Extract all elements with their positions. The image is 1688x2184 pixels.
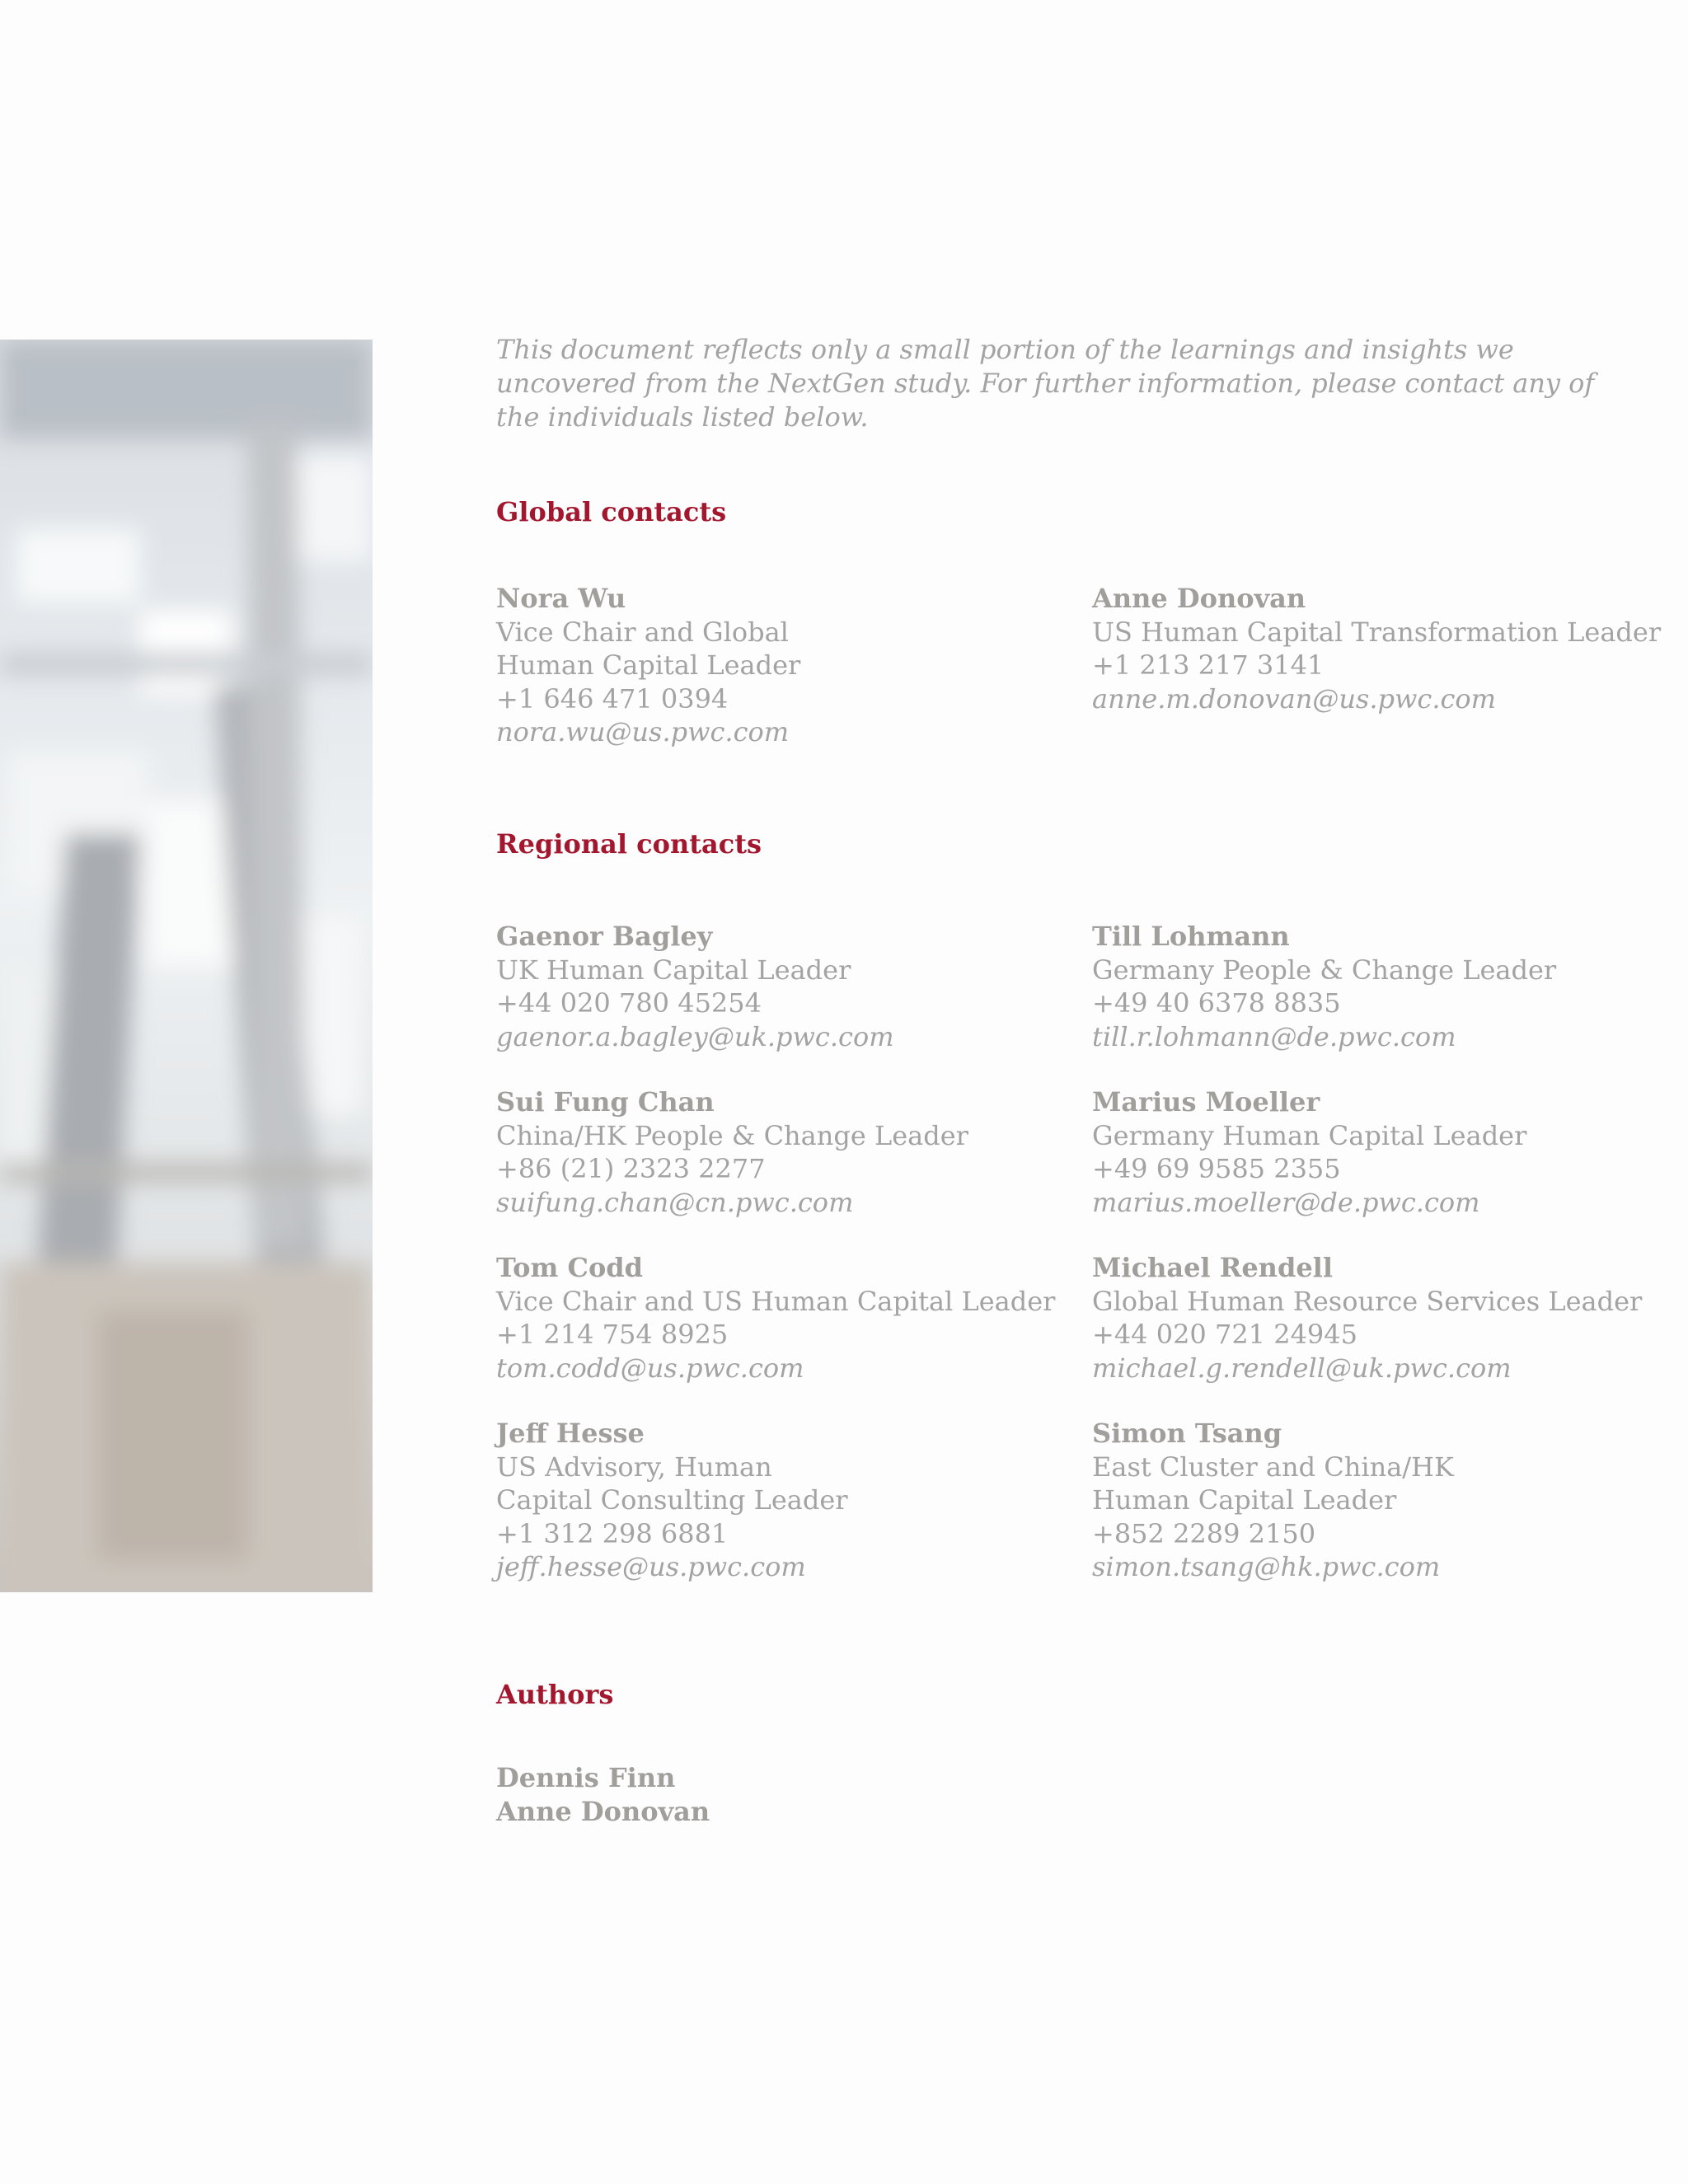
regional-contacts-heading: Regional contacts: [496, 828, 762, 860]
contact-card: [496, 1085, 1073, 1219]
contact-phone: +44 020 780 45254: [496, 987, 762, 1019]
author-name: Dennis Finn: [496, 1762, 676, 1793]
contact-title: UK Human Capital Leader: [496, 954, 851, 986]
contact-email[interactable]: jeff.hesse@us.pwc.com: [496, 1551, 806, 1582]
contact-phone: +1 312 298 6881: [496, 1517, 729, 1549]
contact-name: Jeff Hesse: [496, 1418, 645, 1449]
contact-name: Nora Wu: [496, 583, 626, 614]
contact-card: [1092, 1085, 1669, 1219]
contact-phone: +1 646 471 0394: [496, 682, 729, 715]
contact-title: China/HK People & Change Leader: [496, 1119, 968, 1151]
contact-card: [496, 1251, 1073, 1385]
contact-card: [496, 1417, 875, 1584]
contact-email[interactable]: gaenor.a.bagley@uk.pwc.com: [496, 1020, 894, 1052]
contact-email[interactable]: suifung.chan@cn.pwc.com: [496, 1186, 854, 1218]
contact-email[interactable]: nora.wu@us.pwc.com: [496, 716, 790, 748]
contact-name: Tom Codd: [496, 1252, 644, 1283]
contact-title: East Cluster and China/HK Human Capital Leader: [1092, 1451, 1454, 1516]
contact-phone: +44 020 721 24945: [1092, 1319, 1357, 1350]
contact-title: Vice Chair and Global Human Capital Leader: [496, 616, 801, 681]
contact-phone: +49 40 6378 8835: [1092, 987, 1341, 1019]
contact-title: US Advisory, Human Capital Consulting Leader: [496, 1451, 848, 1516]
contact-email[interactable]: marius.moeller@de.pwc.com: [1092, 1186, 1480, 1218]
contact-card: [496, 582, 875, 749]
contact-title: Global Human Resource Services Leader: [1092, 1285, 1643, 1317]
author-name: Anne Donovan: [496, 1795, 710, 1827]
contact-title: US Human Capital Transformation Leader: [1092, 616, 1662, 648]
contact-name: Michael Rendell: [1092, 1252, 1333, 1283]
authors-heading: Authors: [496, 1679, 614, 1710]
contact-email[interactable]: till.r.lohmann@de.pwc.com: [1092, 1020, 1456, 1052]
contact-phone: +1 213 217 3141: [1092, 649, 1325, 681]
global-contacts-heading: Global contacts: [496, 496, 727, 527]
authors-list: [496, 1761, 710, 1828]
contact-phone: +86 (21) 2323 2277: [496, 1153, 766, 1184]
contact-email[interactable]: simon.tsang@hk.pwc.com: [1092, 1551, 1441, 1582]
contact-card: [1092, 582, 1669, 715]
contact-card: [1092, 920, 1669, 1053]
contact-name: Gaenor Bagley: [496, 921, 713, 952]
contact-email[interactable]: anne.m.donovan@us.pwc.com: [1092, 682, 1497, 715]
blurred-building-photo: [0, 340, 373, 1592]
contact-title: Germany People & Change Leader: [1092, 954, 1557, 986]
intro-text: This document reflects only a small portion of the learnings and insights we uncovered from the NextGen study. For further information, please contact any of the individuals listed below.: [496, 334, 1595, 433]
contact-title: Vice Chair and US Human Capital Leader: [496, 1285, 1056, 1317]
contact-phone: +852 2289 2150: [1092, 1517, 1316, 1549]
contact-card: [1092, 1251, 1669, 1385]
contact-name: Marius Moeller: [1092, 1086, 1320, 1118]
contact-name: Anne Donovan: [1092, 583, 1306, 614]
contact-card: [496, 920, 1073, 1053]
contact-card: [1092, 1417, 1521, 1584]
contact-email[interactable]: tom.codd@us.pwc.com: [496, 1352, 804, 1384]
contact-phone: +1 214 754 8925: [496, 1319, 729, 1350]
contact-email[interactable]: michael.g.rendell@uk.pwc.com: [1092, 1352, 1512, 1384]
contact-name: Sui Fung Chan: [496, 1086, 715, 1118]
contact-title: Germany Human Capital Leader: [1092, 1119, 1527, 1151]
contact-name: Till Lohmann: [1092, 921, 1290, 952]
contact-phone: +49 69 9585 2355: [1092, 1153, 1341, 1184]
contact-name: Simon Tsang: [1092, 1418, 1282, 1449]
